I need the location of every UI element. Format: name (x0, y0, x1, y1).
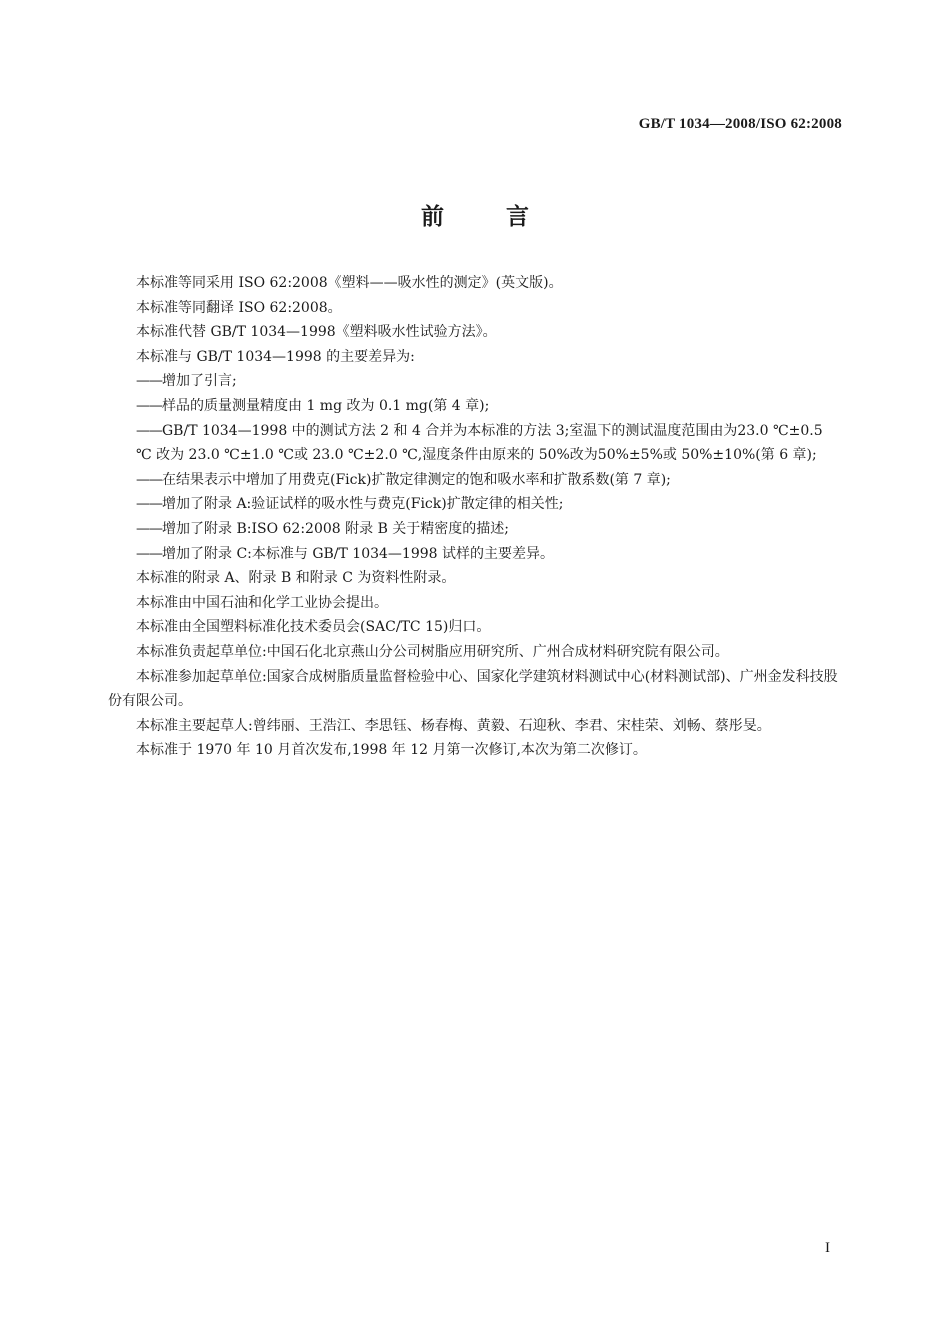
difference-text: 增加了附录 C:本标准与 GB/T 1034—1998 试样的主要差异。 (162, 545, 555, 562)
paragraph: 本标准等同采用 ISO 62:2008《塑料——吸水性的测定》(英文版)。 (136, 275, 563, 291)
difference-text: 样品的质量测量精度由 1 mg 改为 0.1 mg(第 4 章); (162, 397, 490, 414)
difference-item (108, 517, 842, 542)
difference-text: 增加了附录 B:ISO 62:2008 附录 B 关于精密度的描述; (162, 520, 510, 537)
paragraph: 本标准由中国石油和化学工业协会提出。 (136, 594, 388, 611)
difference-item (108, 419, 842, 468)
paragraph: 本标准参加起草单位:国家合成树脂质量监督检验中心、国家化学建筑材料测试中心(材料测试部)、广州金发科技股份有限公司。 (108, 668, 838, 710)
paragraph: 本标准负责起草单位:中国石化北京燕山分公司树脂应用研究所、广州合成材料研究院有限公司。 (136, 643, 729, 660)
page-title: 前言 (421, 204, 591, 230)
paragraph: 本标准主要起草人:曾纬丽、王浩江、李思钰、杨春梅、黄毅、石迎秋、李君、宋桂荣、刘畅、蔡彤旻。 (136, 717, 771, 734)
paragraph: 本标准代替 GB/T 1034—1998《塑料吸水性试验方法》。 (136, 324, 497, 341)
dash-marker: —— (136, 520, 162, 537)
difference-item (108, 492, 842, 517)
dash-marker: —— (136, 496, 162, 513)
dash-marker: —— (136, 397, 162, 414)
difference-item (108, 369, 842, 394)
dash-marker: —— (136, 373, 162, 390)
dash-marker: —— (136, 545, 162, 562)
difference-text: 增加了附录 A:验证试样的吸水性与费克(Fick)扩散定律的相关性; (162, 496, 564, 513)
difference-item (108, 468, 842, 493)
dash-marker: —— (136, 422, 162, 439)
paragraph: 本标准由全国塑料标准化技术委员会(SAC/TC 15)归口。 (136, 619, 491, 636)
paragraph: 本标准与 GB/T 1034—1998 的主要差异为: (136, 348, 415, 365)
foreword-body (108, 271, 842, 763)
dash-marker: —— (136, 471, 162, 488)
difference-text: 在结果表示中增加了用费克(Fick)扩散定律测定的饱和吸水率和扩散系数(第 7 章); (162, 471, 671, 488)
difference-text: 增加了引言; (162, 373, 237, 390)
difference-text: GB/T 1034—1998 中的测试方法 2 和 4 合并为本标准的方法 3;室温下的测试温度范围由为23.0 ℃±0.5 ℃ 改为 23.0 ℃±1.0 ℃或 23.0 ℃±2.0 ℃,湿度条件由原来的 50%改为50%±5%或 50%±10%(第 6 章); (136, 422, 823, 464)
paragraph: 本标准等同翻译 ISO 62:2008。 (136, 299, 342, 316)
difference-item (108, 394, 842, 419)
standard-code-header: GB/T 1034—2008/ISO 62:2008 (638, 116, 842, 132)
paragraph: 本标准的附录 A、附录 B 和附录 C 为资料性附录。 (136, 570, 456, 587)
page-number: I (825, 1240, 830, 1256)
paragraph: 本标准于 1970 年 10 月首次发布,1998 年 12 月第一次修订,本次为第二次修订。 (136, 742, 647, 759)
difference-item (108, 542, 842, 567)
